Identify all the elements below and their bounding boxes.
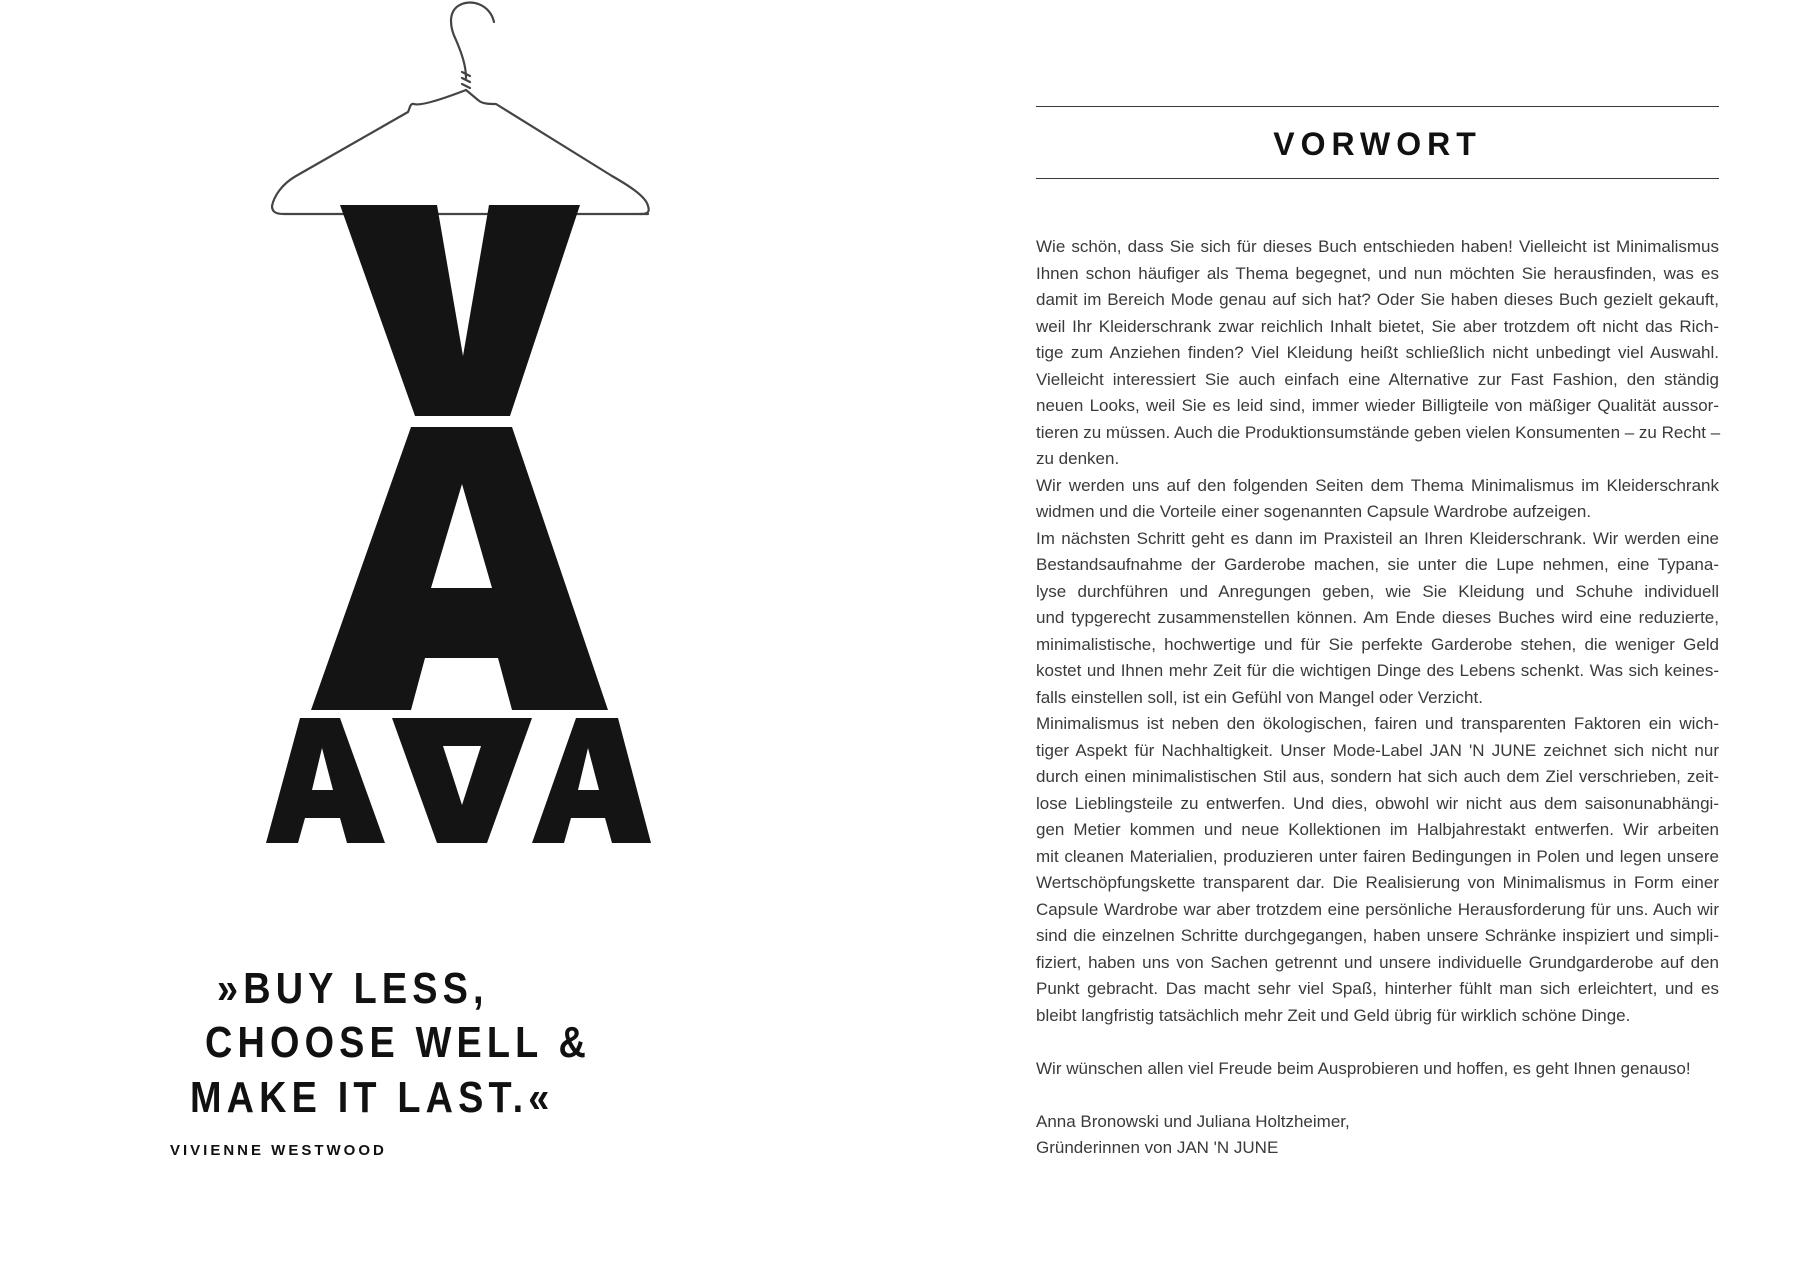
text-line: Capsule Wardrobe war aber trotzdem eine persönliche Herausforderung für uns. Auch wir	[1036, 899, 1719, 919]
page-heading: VORWORT	[1273, 126, 1482, 162]
text-line: mit cleanen Materialien, produzieren unter fairen Bedingungen in Polen und legen unsere	[1036, 846, 1719, 866]
text-line: damit im Bereich Mode genau auf sich hat? Oder Sie haben dieses Buch gezielt gekauft,	[1036, 290, 1719, 309]
text-line: fiziert, haben uns von Sachen getrennt und unsere individuelle Grundgarderobe auf den	[1036, 952, 1719, 972]
text-line: Wir wünschen allen viel Freude beim Ausprobieren und hoffen, es geht Ihnen genauso!	[1036, 1058, 1691, 1078]
text-line: Im nächsten Schritt geht es dann im Praxisteil an Ihren Kleiderschrank. Wir werden eine	[1036, 528, 1719, 548]
text-line: sind die einzelnen Schritte durchgegangen, haben unsere Schränke inspiziert und simpli-	[1036, 926, 1719, 945]
signature-line: Gründerinnen von JAN 'N JUNE	[1036, 1138, 1279, 1157]
letter-a-small-left-shape	[266, 718, 385, 843]
paragraph-gap	[1036, 1029, 1719, 1056]
heading-rule-bottom	[1036, 178, 1719, 179]
signature	[1036, 1109, 1719, 1162]
text-line: weil Ihr Kleiderschrank zwar reichlich Inhalt bietet, Sie aber trotzdem oft nicht das Rich-	[1036, 316, 1719, 336]
text-line: neuen Looks, weil Sie es leid sind, immer wieder Billigteile von mäßiger Qualität aussor-	[1036, 396, 1719, 415]
paragraph	[1036, 473, 1719, 526]
hanger-icon	[272, 3, 649, 214]
text-line: und typgerecht zusammenstellen können. Am Ende dieses Buches wird eine reduzierte,	[1036, 608, 1719, 627]
text-line: tieren zu müssen. Auch die Produktionsumstände geben vielen Konsumenten – zu Recht –	[1036, 422, 1721, 442]
text-line: Wie schön, dass Sie sich für dieses Buch entschieden haben! Vielleicht ist Minimalismus	[1036, 237, 1719, 256]
quote-line: CHOOSE WELL &	[205, 1018, 591, 1067]
text-line: Vielleicht interessiert Sie auch einfach eine Alternative zur Fast Fashion, den ständig	[1036, 369, 1719, 389]
text-line: Bestandsaufnahme der Garderobe machen, sie unter die Lupe nehmen, eine Typana-	[1036, 555, 1719, 574]
paragraph-gap	[1036, 1082, 1719, 1109]
text-line: tiger Aspekt für Nachhaltigkeit. Unser Mode-Label JAN 'N JUNE zeichnet sich nicht nur	[1036, 740, 1719, 760]
foreword-body	[1036, 234, 1719, 1162]
text-line: lose Lieblingsteile zu entwerfen. Und dies, obwohl wir nicht aus dem saisonunabhängi-	[1036, 793, 1719, 813]
text-line: Ihnen schon häufiger als Thema begegnet, und nun möchten Sie herausfinden, was es	[1036, 263, 1719, 283]
quote-line: »BUY LESS,	[217, 964, 489, 1013]
text-line: lyse durchführen und Anregungen geben, wie Sie Kleidung und Schuhe individuell	[1036, 581, 1719, 601]
letter-a-inverted-shape	[392, 718, 532, 843]
text-line: widmen und die Vorteile einer sogenannten Capsule Wardrobe aufzeigen.	[1036, 502, 1592, 521]
heading-rule-top	[1036, 106, 1719, 107]
hanger-letters-artwork	[0, 0, 760, 900]
letter-a-small-right-shape	[532, 718, 651, 843]
text-line: falls einstellen soll, ist ein Gefühl von Mangel oder Verzicht.	[1036, 687, 1483, 707]
text-line: zu denken.	[1036, 449, 1120, 468]
text-line: kostet und Ihnen mehr Zeit für die wichtigen Dinge des Lebens schenkt. Was sich keines-	[1036, 661, 1719, 680]
paragraph	[1036, 526, 1719, 712]
letter-a-large-shape	[311, 427, 608, 710]
quote-author: VIVIENNE WESTWOOD	[170, 1142, 387, 1159]
text-line: durch einen minimalistischen Stil aus, sondern hat sich auch dem Ziel verschrieben, zeit-	[1036, 767, 1719, 786]
paragraph	[1036, 1056, 1719, 1083]
text-line: Wir werden uns auf den folgenden Seiten dem Thema Minimalismus im Kleiderschrank	[1036, 475, 1719, 495]
text-line: bleibt langfristig tatsächlich mehr Zeit und Geld übrig für wirklich schöne Dinge.	[1036, 1005, 1631, 1025]
text-line: minimalistische, hochwertige und für Sie perfekte Garderobe stehen, die weniger Geld	[1036, 634, 1719, 654]
signature-line: Anna Bronowski und Juliana Holtzheimer,	[1036, 1111, 1350, 1131]
paragraph	[1036, 234, 1719, 473]
quote-line: MAKE IT LAST.«	[190, 1073, 555, 1122]
text-line: Wertschöpfungskette transparent dar. Die Realisierung von Minimalismus in Form einer	[1036, 873, 1719, 892]
paragraph	[1036, 711, 1719, 1029]
text-line: Minimalismus ist neben den ökologischen, fairen und transparenten Faktoren ein wich-	[1036, 714, 1719, 733]
text-line: tige zum Anziehen finden? Viel Kleidung heißt schließlich nicht unbedingt viel Auswahl.	[1036, 343, 1719, 362]
text-line: gen Metier kommen und neue Kollektionen im Halbjahrestakt entwerfen. Wir arbeiten	[1036, 820, 1719, 839]
letter-v-shape	[340, 205, 580, 416]
text-line: Punkt gebracht. Das macht sehr viel Spaß, hinterher fühlt man sich erleichtert, und es	[1036, 979, 1719, 998]
